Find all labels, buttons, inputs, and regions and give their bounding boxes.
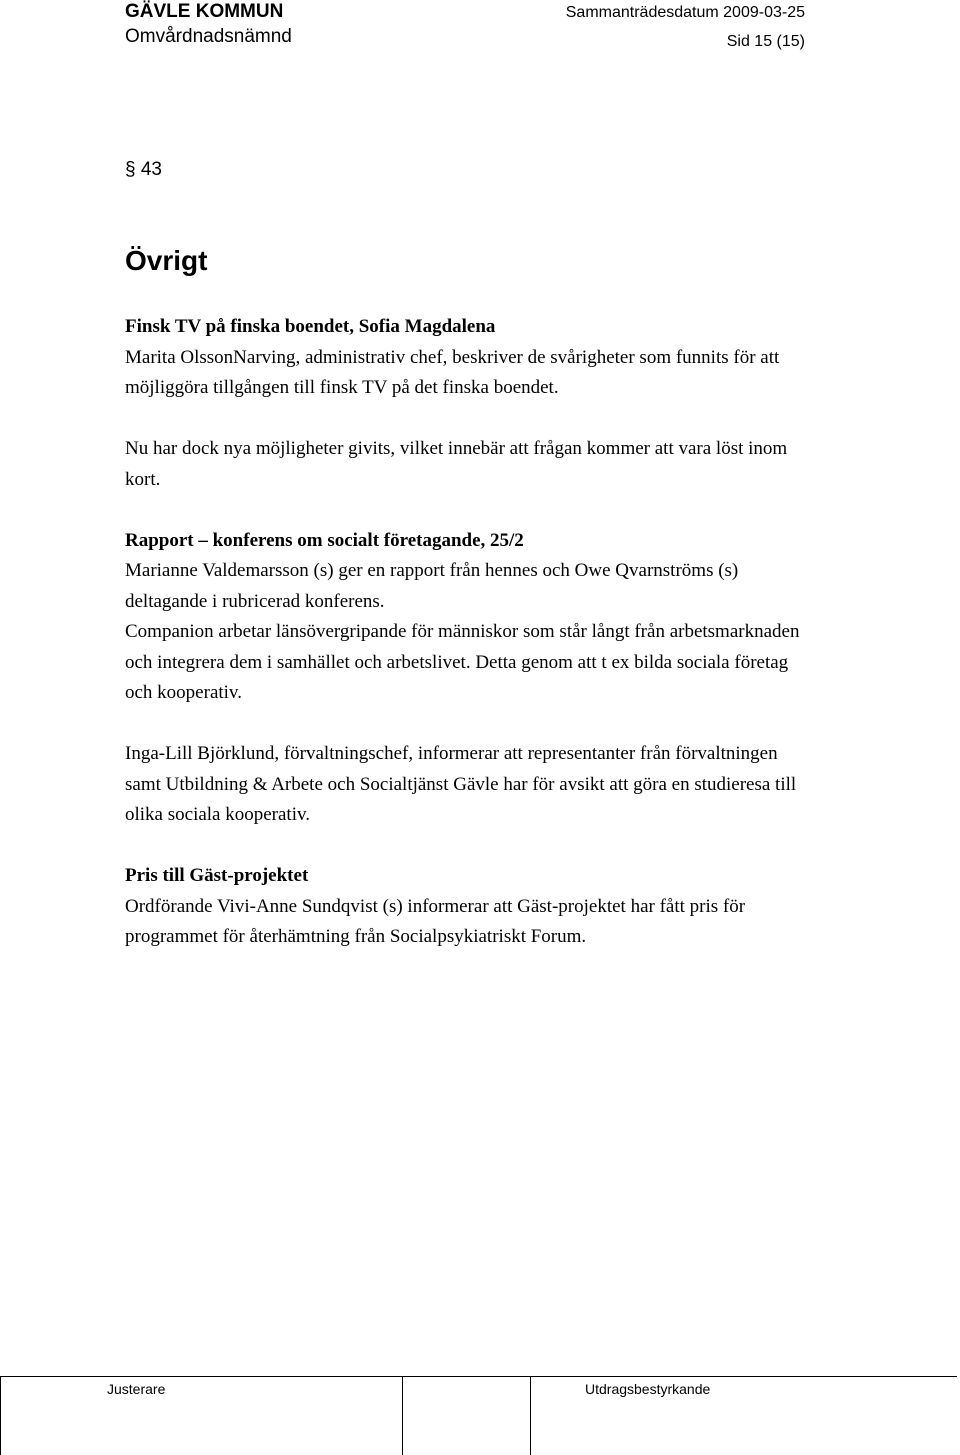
justerare-label: Justerare (107, 1381, 166, 1397)
document-body (125, 312, 805, 953)
paragraph-gap (125, 831, 805, 862)
paragraph-gap (125, 495, 805, 526)
paragraph-gap (125, 709, 805, 740)
committee-name: Omvårdnadsnämnd (125, 26, 292, 47)
item-paragraph: Ordförande Vivi-Anne Sundqvist (s) informerar att Gäst-projektet har fått pris för programmet för återhämtning från Socialpsykiatriskt Forum. (125, 895, 746, 947)
footer-divider (0, 1376, 1, 1455)
footer-divider (530, 1376, 531, 1455)
item-paragraph: Marianne Valdemarsson (s) ger en rapport från hennes och Owe Qvarnströms (s) deltagande i rubricerad konferens. (125, 560, 739, 612)
item-paragraph: Inga-Lill Björklund, förvaltningschef, informerar att representanter från förvaltningen samt Utbildning & Arbete och Socialtjänst Gävle har för avsikt att göra en studieresa till olika sociala kooperativ. (125, 743, 797, 825)
signature-footer (0, 1372, 960, 1455)
utdragsbestyrkande-label: Utdragsbestyrkande (585, 1381, 711, 1397)
item-heading-finsk-tv: Finsk TV på finska boendet, Sofia Magdalena (125, 316, 496, 337)
page-number: Sid 15 (15) (726, 33, 805, 50)
organization-name: GÄVLE KOMMUN (125, 1, 284, 22)
item-heading-rapport: Rapport – konferens om socialt företagande, 25/2 (125, 529, 524, 551)
item-paragraph: Marita OlssonNarving, administrativ chef, beskriver de svårigheter som funnits för att möjliggöra tillgången till finsk TV på det finska boendet. (125, 346, 780, 398)
footer-divider (402, 1376, 403, 1455)
paragraph-gap (125, 404, 805, 435)
item-paragraph: Companion arbetar länsövergripande för människor som står långt från arbetsmarknaden och integrera dem i samhället och arbetslivet. Detta genom att t ex bilda sociala företag och kooperativ. (125, 621, 800, 703)
section-title: Övrigt (125, 245, 208, 276)
meeting-date: Sammanträdesdatum 2009-03-25 (565, 4, 805, 21)
item-heading-pris: Pris till Gäst-projektet (125, 865, 309, 886)
section-number: § 43 (125, 159, 162, 180)
item-paragraph: Nu har dock nya möjligheter givits, vilket innebär att frågan kommer att vara löst inom kort. (125, 438, 788, 490)
